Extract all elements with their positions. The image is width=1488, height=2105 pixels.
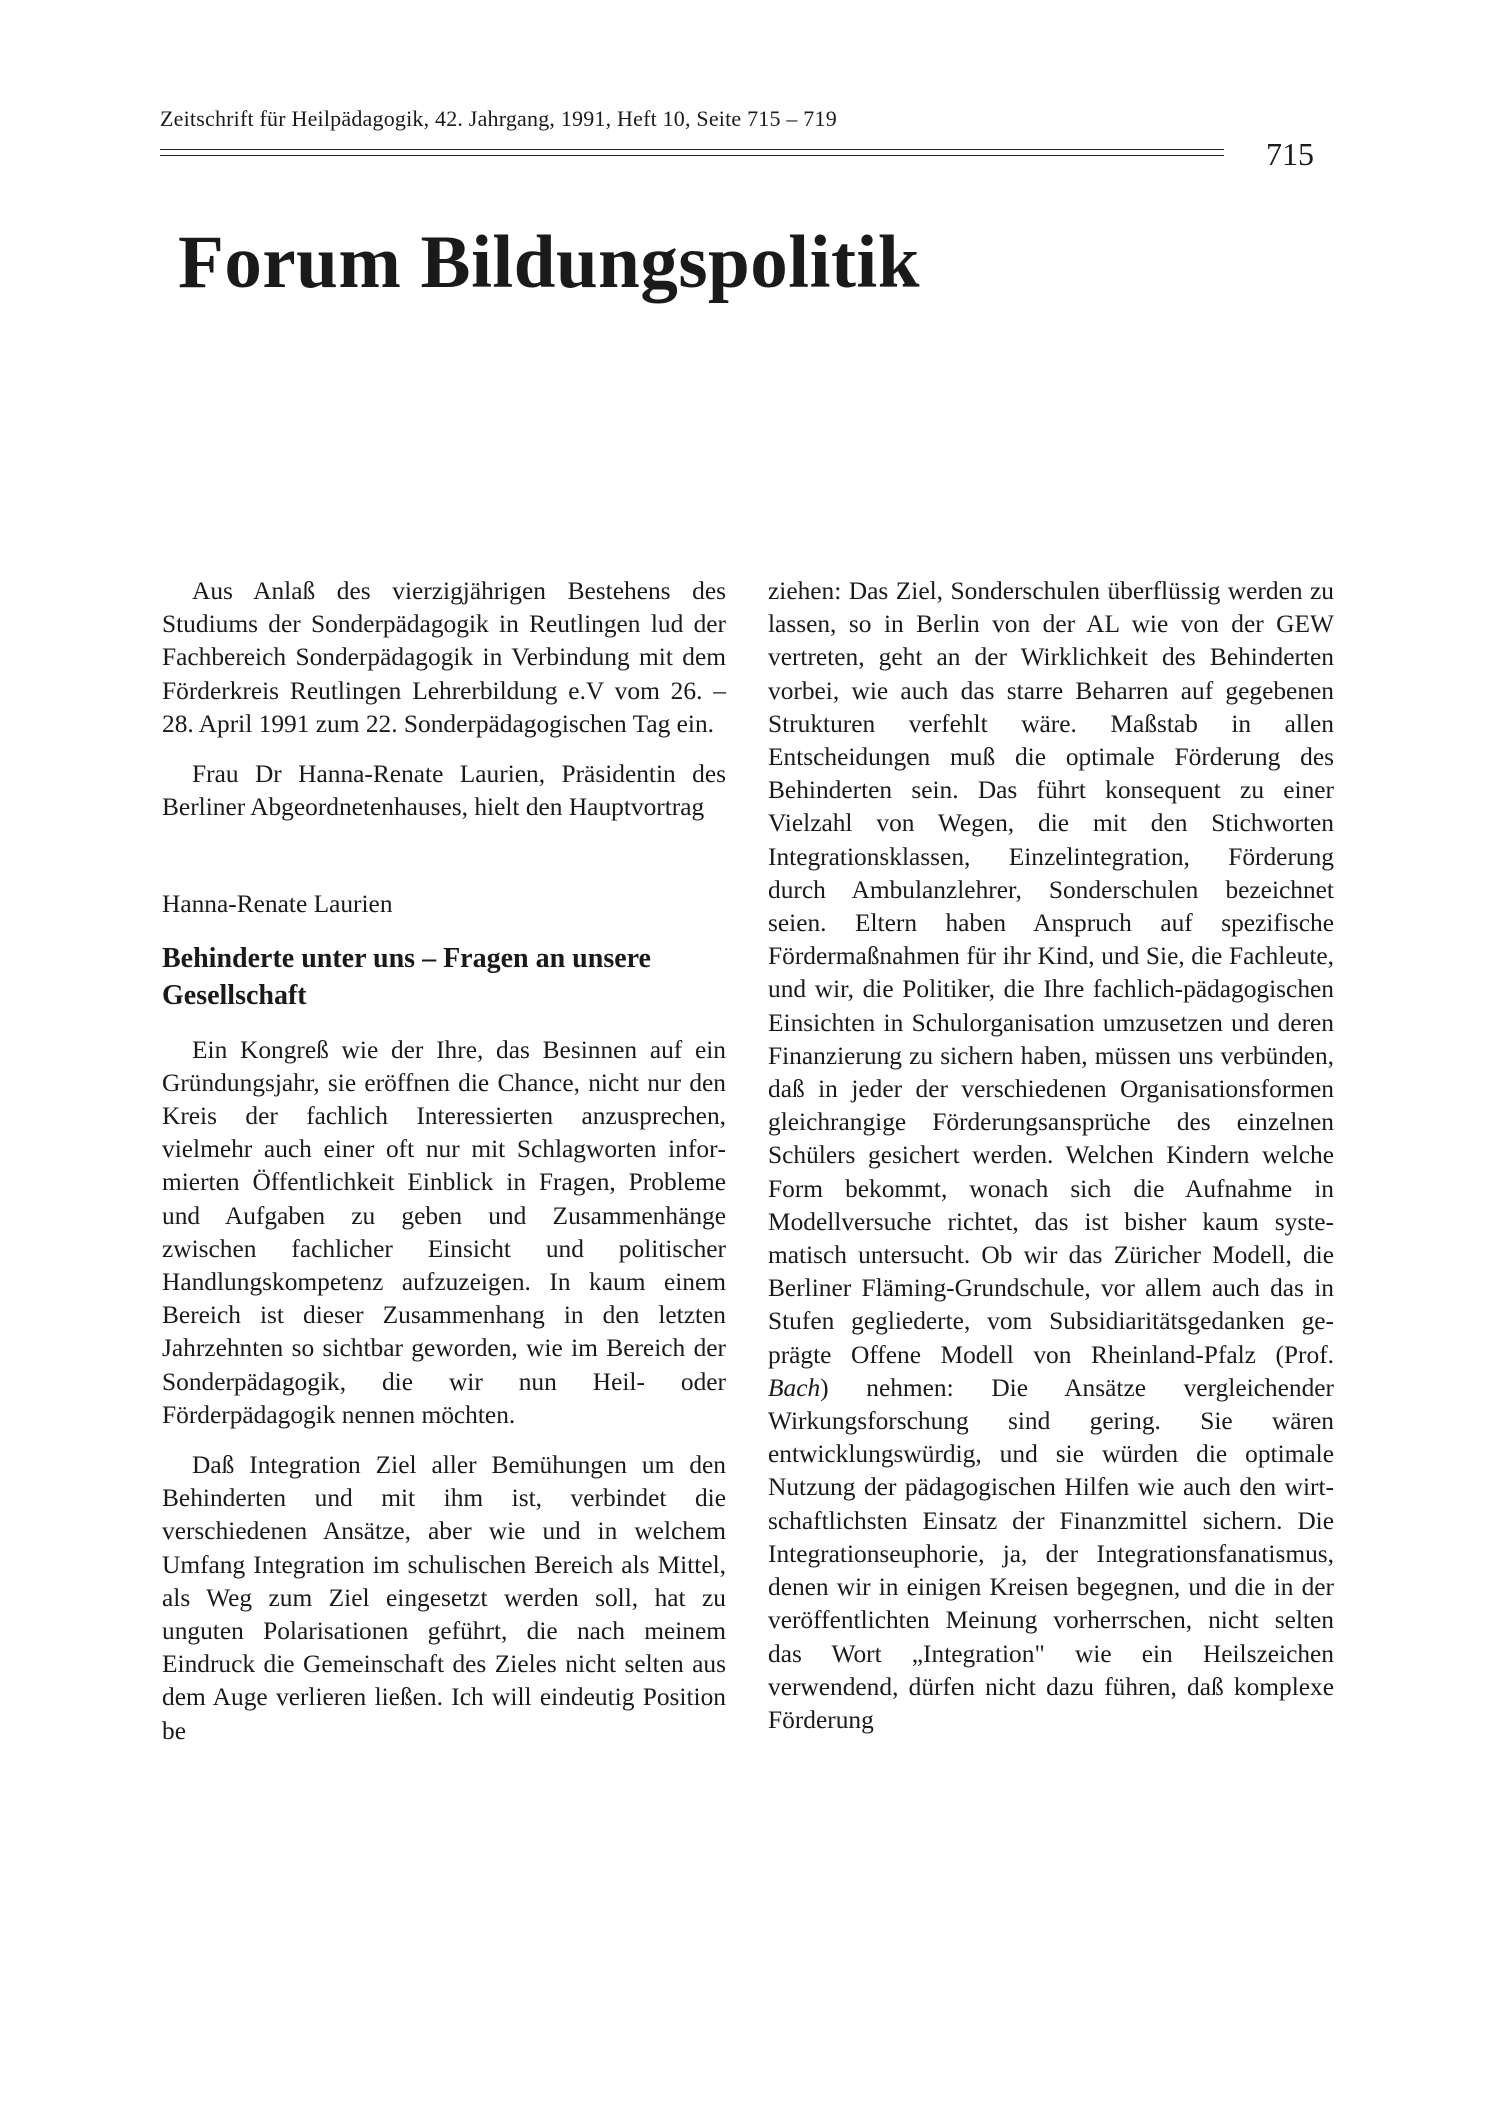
- body-text-part-b: ) nehmen: Die Ansätze vergleichender Wirkungsforschung sind gering. Sie wären entwicklungswürdig, und sie würden die optimale Nutzung der pädagogischen Hilfen wie auch den wirtschaftlichsten Einsatz der Finanzmittel sichern. Die Integrationseuphorie, ja, der Integrationsfanatismus, denen wir in einigen Kreisen begegnen, und die in der veröffentlichten Meinung vorherrschen, nicht selten das Wort „Integration" wie ein Heilszeichen verwendend, dürfen nicht dazu führen, daß komplexe Förderung: [768, 1373, 1334, 1734]
- running-head: Zeitschrift für Heilpädagogik, 42. Jahrgang, 1991, Heft 10, Seite 715 – 719: [160, 106, 837, 131]
- page-number: 715: [1266, 136, 1314, 172]
- intro-paragraph-1: Aus Anlaß des vierzigjährigen Bestehens des Studiums der Sonderpädagogik in Reutlingen lud der Fachbereich Sonderpädagogik in Verbindung mit dem Förderkreis Reutlingen Lehrerbildung e.V vom 26. – 28. April 1991 zum 22. Sonderpädagogischen Tag ein.: [162, 577, 726, 738]
- header-rule-bottom: [160, 155, 1224, 156]
- left-column: [162, 575, 726, 1748]
- section-title: Forum Bildungspolitik: [178, 221, 920, 304]
- intro-paragraph-2: Frau Dr Hanna-Renate Laurien, Präsidentin des Berliner Abgeordnetenhauses, hielt den Hauptvortrag: [162, 760, 726, 822]
- cited-name: Bach: [768, 1373, 821, 1402]
- body-paragraph-1: Ein Kongreß wie der Ihre, das Besinnen auf ein Gründungsjahr, sie eröffnen die Chance, nicht nur den Kreis der fachlich Interessierten anzusprechen, vielmehr auch einer oft nur mit Schlagworten informierten Öffentlichkeit Einblick in Fragen, Probleme und Aufgaben zu geben und Zusammenhänge zwischen fachlicher Einsicht und politischer Handlungskompetenz aufzuzeigen. In kaum einem Bereich ist dieser Zusammenhang in den letzten Jahrzehnten so sichtbar geworden, wie im Bereich der Sonderpädagogik, die wir nun Heil- oder Förderpädagogik nennen möchten.: [162, 1035, 726, 1429]
- article-title: Behinderte unter uns – Fragen an unsere Gesellschaft: [162, 942, 651, 1011]
- header-rule-top: [160, 149, 1224, 150]
- article-author: Hanna-Renate Laurien: [162, 890, 393, 919]
- body-paragraph-3: [768, 575, 1334, 1737]
- right-column: [768, 575, 1334, 1737]
- body-text-part-a: ziehen: Das Ziel, Sonderschulen überflüssig werden zu lassen, so in Berlin von der AL wie von der GEW vertreten, geht an der Wirklichkeit des Behinderten vorbei, wie auch das starre Beharren auf gegebenen Strukturen verfehlt wäre. Maßstab in allen Entscheidungen muß die optimale Förderung des Behinderten sein. Das führt konsequent zu einer Vielzahl von Wegen, die mit den Stichworten Integrationsklassen, Einzelintegration, Förderung durch Ambulanzlehrer, Sonderschulen bezeichnet seien. Eltern haben Anspruch auf spezifische Fördermaßnahmen für ihr Kind, und Sie, die Fachleute, und wir, die Politiker, die Ihre fachlich-pädagogischen Einsichten in Schulorganisation umzusetzen und deren Finanzierung zu sichern haben, müssen uns verbünden, daß in jeder der verschiedenen Organisationsformen gleichrangige Förderungsansprüche des einzelnen Schülers gesichert werden. Welchen Kindern welche Form bekommt, wonach sich die Aufnahme in Modellversuche richtet, das ist bisher kaum systematisch untersucht. Ob wir das Züricher Modell, die Berliner Fläming-Grundschule, vor allem auch das in Stufen gegliederte, vom Subsidiaritätsgedanken geprägte Offene Modell von Rheinland-Pfalz (Prof.: [768, 577, 1334, 1369]
- body-paragraph-2: Daß Integration Ziel aller Bemühungen um den Behinderten und mit ihm ist, verbindet die verschiedenen Ansätze, aber wie und in welchem Umfang Integration im schulischen Bereich als Mittel, als Weg zum Ziel eingesetzt werden soll, hat zu unguten Polarisationen geführt, die nach meinem Eindruck die Gemeinschaft des Zieles nicht selten aus dem Auge verlieren ließen. Ich will eindeutig Position be: [162, 1451, 726, 1745]
